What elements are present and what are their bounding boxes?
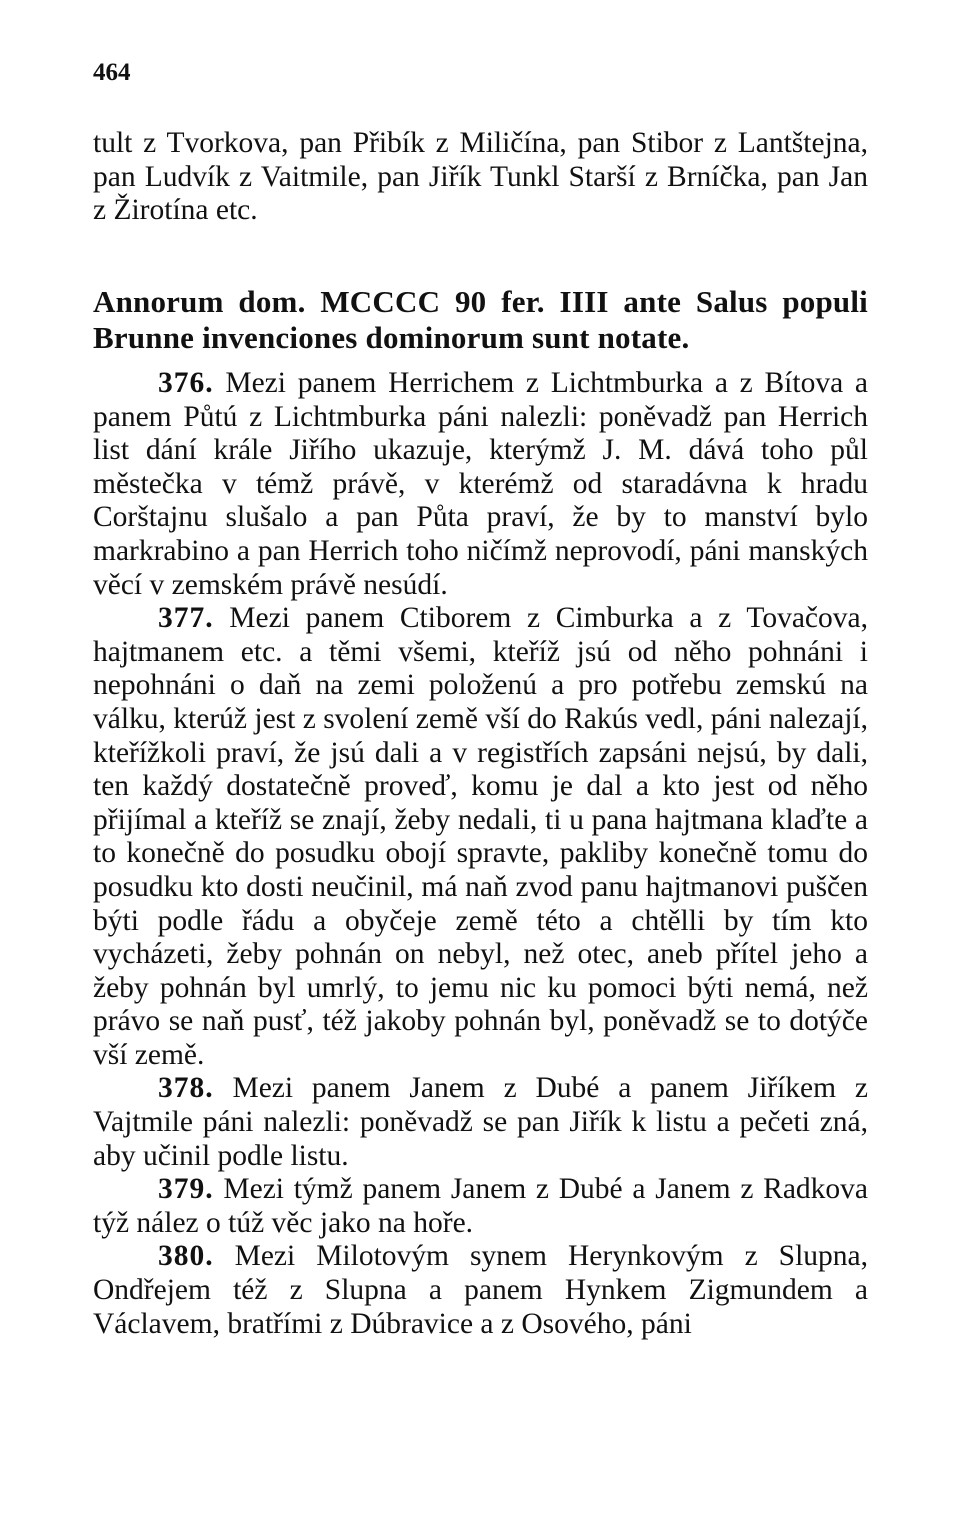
entry-number: 377.	[158, 602, 214, 635]
intro-paragraph: tult z Tvorkova, pan Přibík z Miličína, pan Stibor z Lantštejna, pan Ludvík z Vaitmile, pan Jiřík Tunkl Starší z Brníčka, pan Jan z Žirotína etc.	[93, 127, 868, 227]
page-number: 464	[93, 59, 131, 86]
section-heading: Annorum dom. MCCCC 90 fer. IIII ante Salus populi Brunne invenciones dominorum sunt notate.	[93, 284, 868, 355]
entry-379	[93, 1173, 868, 1240]
entry-number: 378.	[158, 1072, 214, 1105]
entry-number: 380.	[158, 1240, 214, 1273]
entry-378	[93, 1072, 868, 1173]
entry-number: 376.	[158, 367, 214, 399]
entry-text: Mezi panem Janem z Dubé a panem Jiříkem z Vajtmile páni nalezli: poněvadž se pan Jiřík k listu a pečeti zná, aby učinil podle listu.	[93, 1072, 869, 1172]
entry-380	[93, 1240, 868, 1341]
entry-376	[93, 367, 868, 602]
entry-text: Mezi Milotovým synem Herynkovým z Slupna, Ondřejem též z Slupna a panem Hynkem Zigmundem a Václavem, bratřími z Dúbravice a z Osového, páni	[93, 1240, 868, 1340]
entry-377	[93, 602, 868, 1072]
entry-text: Mezi týmž panem Janem z Dubé a Janem z Radkova týž nález o túž věc jako na hoře.	[93, 1173, 869, 1239]
entry-text: Mezi panem Herrichem z Lichtmburka a z Bítova a panem Půtú z Lichtmburka páni nalezli: poněvadž pan Herrich list dání krále Jiřího ukazuje, kterýmž J. M. dává toho půl městečka v témž právě, v kterémž od staradávna k hradu Corštajnu slušalo a pan Půta praví, že by to manství bylo markrabino a pan Herrich toho ničímž neprovodí, páni manských věcí v zemském právě nesúdí.	[93, 367, 868, 601]
entry-text: Mezi panem Ctiborem z Cimburka a z Tovačova, hajtmanem etc. a těmi všemi, kteříž jsú od něho pohnáni i nepohnáni o daň na zemi položenú a pro potřebu zemskú na válku, kterúž jest z svolení země vší do Rakús vedl, páni nalezají, kteřížkoli praví, že jsú dali a v registřích zapsáni nejsú, by dali, ten každý dostatečně proveď, komu je dal a kto jest od něho přijímal a kteříž se znají, žeby nedali, ti u pana hajtmana klaďte a to konečně do posudku obojí spravte, pakliby konečně tomu do posudku kto dosti neučinil, má naň zvod panu hajtmanovi puščen býti podle řádu a obyčeje země této a chtělli by tím kto vycházeti, žeby pohnán on nebyl, než otec, aneb přítel jeho a žeby pohnán byl umrlý, to jemu nic ku pomoci býti nemá, než právo se naň pusť, též jakoby pohnán byl, poněvadž se to dotýče vší země.	[93, 602, 868, 1071]
entries-list	[93, 367, 868, 1341]
entry-number: 379.	[158, 1173, 214, 1206]
